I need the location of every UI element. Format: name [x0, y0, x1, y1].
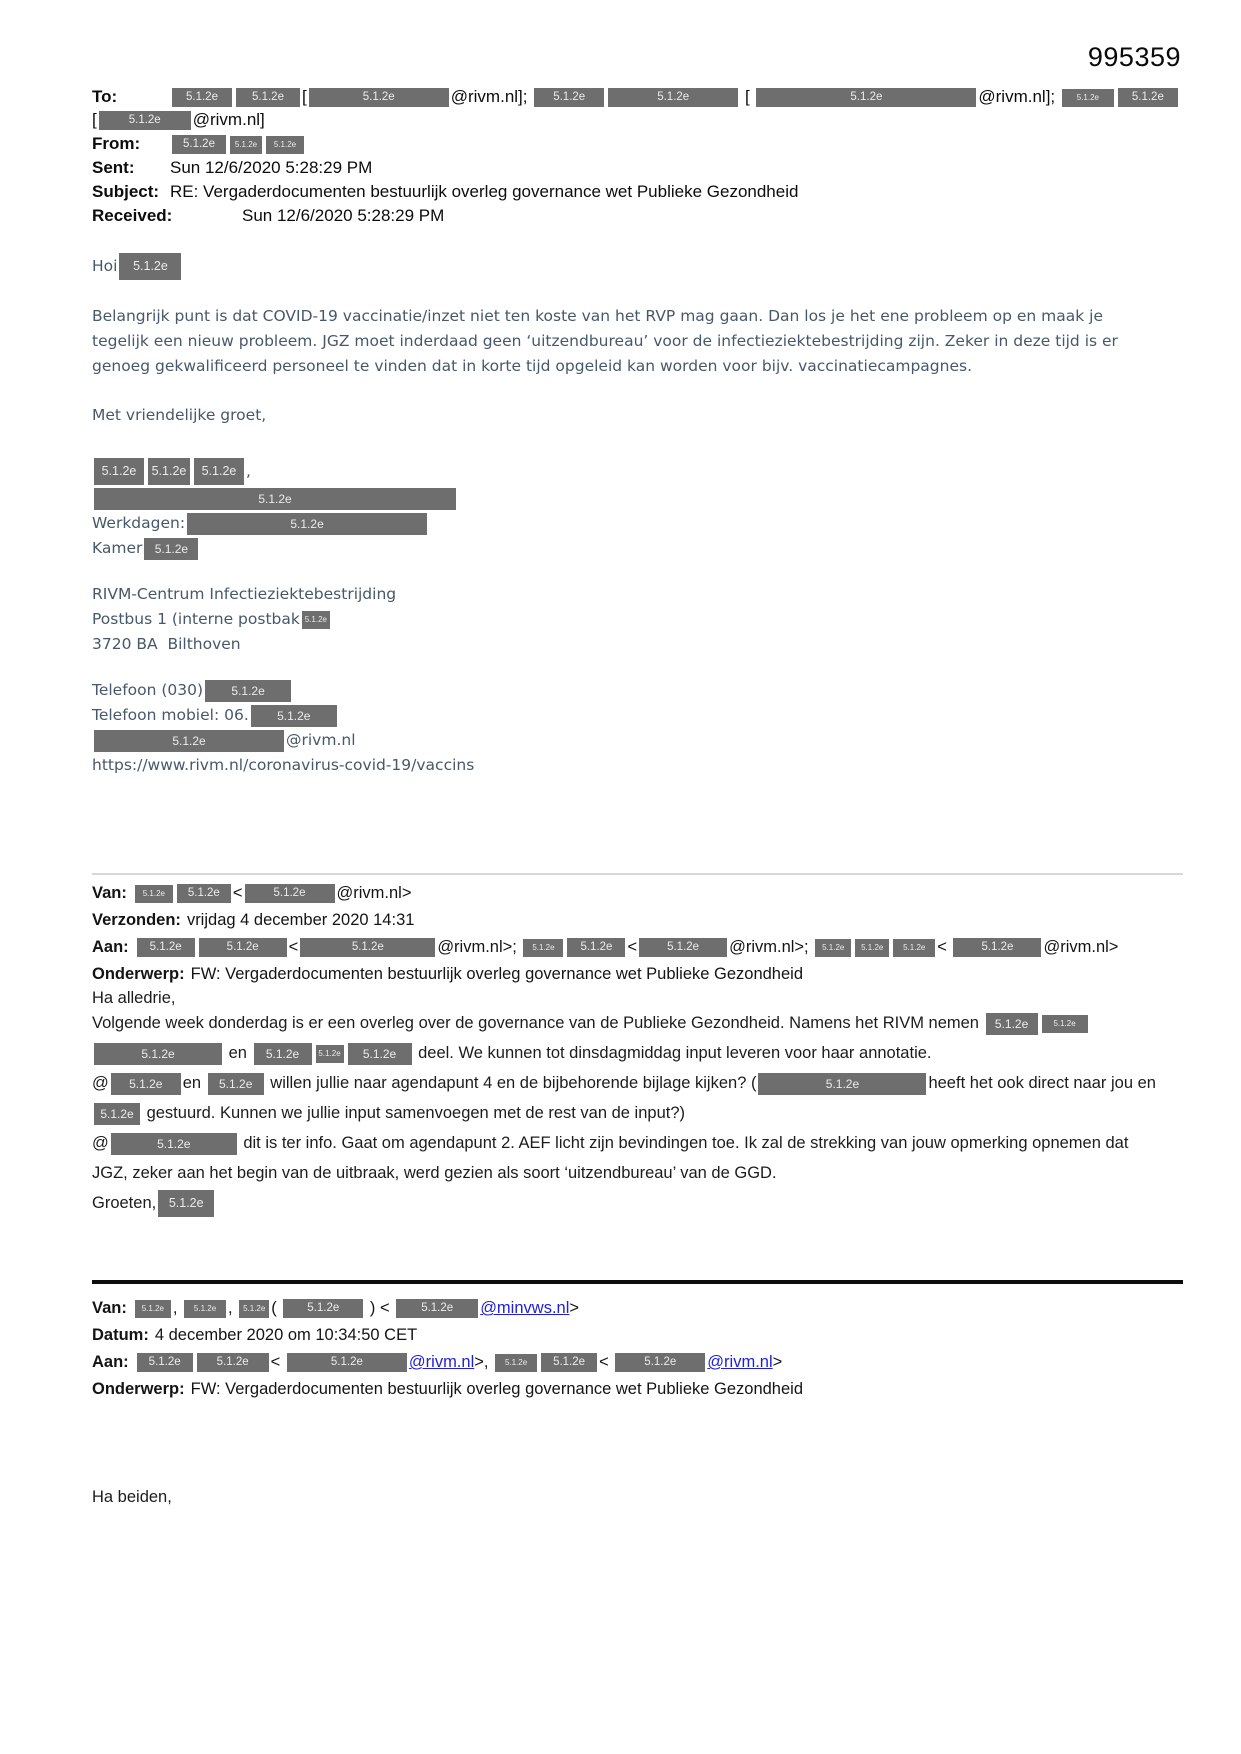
- text-segment: Groeten,: [92, 1194, 157, 1212]
- redaction-box: 5.1.2e: [245, 884, 335, 903]
- redaction-box: 5.1.2e: [953, 938, 1041, 957]
- email2-divider: [92, 873, 1183, 875]
- email3-datum-row: [92, 1323, 1183, 1348]
- subject-value: RE: Vergaderdocumenten bestuurlijk overleg governance wet Publieke Gezondheid: [170, 182, 799, 201]
- redaction-box: 5.1.2e: [94, 458, 144, 485]
- redaction-box: 5.1.2e: [236, 88, 300, 107]
- text-segment: [: [302, 87, 307, 106]
- text-segment: en: [182, 1074, 206, 1092]
- onderwerp-label: Onderwerp:: [92, 1380, 185, 1398]
- redaction-box: 5.1.2e: [254, 1043, 312, 1065]
- redaction-box: 5.1.2e: [230, 136, 262, 154]
- signature-city: 3720 BA Bilthoven: [92, 635, 241, 653]
- email3-greeting: Ha beiden,: [92, 1488, 172, 1506]
- email2-paragraph-3: [92, 1128, 1167, 1188]
- onderwerp-label: Onderwerp:: [92, 965, 185, 983]
- redaction-box: 5.1.2e: [608, 88, 738, 107]
- redaction-box: 5.1.2e: [855, 939, 889, 957]
- sent-label: Sent:: [92, 158, 135, 177]
- to-label: To:: [92, 87, 118, 106]
- text-segment: ,: [172, 1299, 183, 1317]
- text-segment: @rivm.nl>: [1043, 938, 1119, 956]
- text-segment: @rivm.nl>;: [729, 938, 814, 956]
- redaction-box: 5.1.2e: [111, 1133, 237, 1155]
- redaction-box: 5.1.2e: [893, 939, 935, 957]
- redaction-box: 5.1.2e: [534, 88, 604, 107]
- email1-subject-row: [92, 180, 1183, 203]
- redaction-box: 5.1.2e: [615, 1353, 705, 1372]
- signature-function-row: [92, 486, 1137, 510]
- received-value: Sun 12/6/2020 5:28:29 PM: [242, 206, 445, 225]
- redaction-box: 5.1.2e: [172, 88, 232, 107]
- email2-paragraph-1: [92, 1008, 1167, 1068]
- email1-to-row: [92, 85, 1183, 131]
- signature-werkdagen-row: [92, 511, 1137, 535]
- text-segment: @rivm.nl>;: [437, 938, 522, 956]
- text-segment: ) <: [365, 1299, 395, 1317]
- signature-mobile-row: [92, 703, 1137, 727]
- text-segment: @rivm.nl]: [192, 110, 265, 129]
- text-segment: @rivm.nl>: [336, 884, 412, 902]
- text-segment: heeft het ook direct naar jou en: [928, 1074, 1156, 1092]
- onderwerp-value: FW: Vergaderdocumenten bestuurlijk overleg governance wet Publieke Gezondheid: [190, 965, 804, 983]
- email2-verzonden-row: [92, 908, 1183, 933]
- redaction-box: 5.1.2e: [251, 705, 337, 727]
- redaction-box: 5.1.2e: [348, 1043, 412, 1065]
- redaction-box: 5.1.2e: [94, 1043, 222, 1065]
- text-segment: Hoi: [92, 257, 118, 275]
- text-segment: Werkdagen:: [92, 514, 186, 532]
- text-segment: @rivm.nl];: [978, 87, 1060, 106]
- text-segment: dit is ter info. Gaat om agendapunt 2. AEF licht zijn bevindingen toe. Ik zal de strekking van jouw opmerking opnemen dat JGZ, zeker aan het begin van de uitbraak, werd gezien als soort ‘uitzendbureau’ van de GGD.: [92, 1134, 1129, 1182]
- email3-van-row: [92, 1296, 1183, 1321]
- email2-van-row: [92, 881, 1183, 906]
- email1-header: [92, 85, 1183, 227]
- text-segment: >,: [474, 1353, 494, 1371]
- email2-closing: [92, 1188, 1167, 1218]
- redaction-box: 5.1.2e: [316, 1045, 344, 1063]
- email1-greeting: [92, 253, 1137, 280]
- text-segment: >: [772, 1353, 783, 1371]
- from-label: From:: [92, 134, 141, 153]
- text-segment: <: [937, 938, 952, 956]
- signature-phone-row: [92, 678, 1137, 702]
- email2-body: [92, 989, 1167, 1218]
- email2-greeting: Ha alledrie,: [92, 989, 176, 1007]
- email1-paragraph: Belangrijk punt is dat COVID-19 vaccinatie/inzet niet ten koste van het RVP mag gaan. Dan los je het ene probleem op en maak je tegelijk een nieuw probleem. JGZ moet inderdaad geen ‘uitzendbureau’ voor de infectieziektebestrijding zijn. Zeker in deze tijd is er genoeg gekwalificeerd personeel te vinden dat in korte tijd opgeleid kan worden voor bijv. vaccinatiecampagnes.: [92, 307, 1118, 375]
- text-segment: willen jullie naar agendapunt 4 en de bijbehorende bijlage kijken? (: [265, 1074, 757, 1092]
- redaction-box: 5.1.2e: [111, 1073, 181, 1095]
- redaction-box: 5.1.2e: [758, 1073, 926, 1095]
- redaction-box: 5.1.2e: [172, 135, 226, 154]
- email-domain-link[interactable]: @minvws.nl: [480, 1299, 570, 1317]
- redaction-box: 5.1.2e: [567, 938, 625, 957]
- email1-from-row: [92, 132, 1183, 155]
- redaction-box: 5.1.2e: [309, 88, 449, 107]
- aan-label: Aan:: [92, 938, 129, 956]
- redaction-box: 5.1.2e: [199, 938, 287, 957]
- redaction-box: 5.1.2e: [99, 111, 191, 130]
- email-domain-link[interactable]: @rivm.nl: [408, 1353, 475, 1371]
- text-segment: <: [232, 884, 243, 902]
- email2-aan-row: [92, 935, 1183, 960]
- email3-onderwerp-row: [92, 1377, 1183, 1402]
- redaction-box: 5.1.2e: [187, 513, 427, 535]
- redaction-box: 5.1.2e: [177, 884, 231, 903]
- email2-onderwerp-row: [92, 962, 1183, 987]
- redaction-box: 5.1.2e: [194, 458, 244, 485]
- text-segment: Telefoon mobiel: 06.: [92, 706, 249, 724]
- email1-body: [92, 253, 1137, 777]
- onderwerp-value: FW: Vergaderdocumenten bestuurlijk overleg governance wet Publieke Gezondheid: [190, 1380, 804, 1398]
- redaction-box: 5.1.2e: [197, 1353, 269, 1372]
- email1-closing: Met vriendelijke groet,: [92, 406, 267, 424]
- text-segment: <: [599, 1353, 614, 1371]
- redaction-box: 5.1.2e: [137, 1353, 193, 1372]
- redaction-box: 5.1.2e: [756, 88, 976, 107]
- verzonden-value: vrijdag 4 december 2020 14:31: [186, 911, 415, 929]
- redaction-box: 5.1.2e: [815, 939, 851, 957]
- datum-label: Datum:: [92, 1326, 149, 1344]
- signature-url: https://www.rivm.nl/coronavirus-covid-19/vaccins: [92, 756, 475, 774]
- signature-email-row: [92, 728, 1137, 752]
- email3-aan-row: [92, 1350, 1183, 1375]
- redaction-box: 5.1.2e: [184, 1300, 226, 1318]
- email3-divider: [92, 1280, 1183, 1284]
- redaction-box: 5.1.2e: [94, 488, 456, 510]
- redaction-box: 5.1.2e: [144, 538, 198, 560]
- text-segment: [: [740, 87, 755, 106]
- text-segment: <: [288, 938, 299, 956]
- text-segment: <: [627, 938, 638, 956]
- redaction-box: 5.1.2e: [283, 1299, 363, 1318]
- redaction-box: 5.1.2e: [266, 136, 304, 154]
- email1-signature: [92, 458, 1137, 777]
- sent-value: Sun 12/6/2020 5:28:29 PM: [170, 158, 373, 177]
- signature-kamer-row: [92, 536, 1137, 560]
- document-number: 995359: [1087, 42, 1181, 72]
- redaction-box: 5.1.2e: [639, 938, 727, 957]
- text-segment: Postbus 1 (interne postbak: [92, 610, 300, 628]
- redaction-box: 5.1.2e: [300, 938, 435, 957]
- text-segment: @rivm.nl];: [450, 87, 533, 106]
- text-segment: @: [92, 1074, 109, 1092]
- text-segment: (: [271, 1299, 282, 1317]
- text-segment: <: [270, 1353, 285, 1371]
- email1-sent-row: [92, 156, 1183, 179]
- redaction-box: 5.1.2e: [94, 730, 284, 752]
- redaction-box: 5.1.2e: [137, 938, 195, 957]
- redaction-box: 5.1.2e: [523, 939, 563, 957]
- redaction-box: 5.1.2e: [239, 1300, 269, 1318]
- redaction-box: 5.1.2e: [1042, 1015, 1088, 1033]
- redaction-box: 5.1.2e: [135, 1300, 171, 1318]
- redaction-box: 5.1.2e: [135, 885, 173, 903]
- redaction-box: 5.1.2e: [287, 1353, 407, 1372]
- text-segment: ,: [228, 1299, 238, 1317]
- redaction-box: 5.1.2e: [1062, 89, 1114, 107]
- text-segment: en: [224, 1044, 252, 1062]
- redaction-box: 5.1.2e: [986, 1013, 1038, 1035]
- verzonden-label: Verzonden:: [92, 911, 181, 929]
- redaction-box: 5.1.2e: [119, 253, 181, 280]
- email2-header: [92, 881, 1183, 987]
- email1-received-row: [92, 204, 1183, 227]
- text-segment: deel. We kunnen tot dinsdagmiddag input leveren voor haar annotatie.: [413, 1044, 932, 1062]
- text-segment: >: [569, 1299, 580, 1317]
- redaction-box: 5.1.2e: [495, 1354, 537, 1372]
- van-label: Van:: [92, 884, 127, 902]
- redaction-box: 5.1.2e: [148, 458, 190, 485]
- text-segment: @: [92, 1134, 109, 1152]
- redaction-box: 5.1.2e: [541, 1353, 597, 1372]
- text-segment: [: [92, 110, 97, 129]
- redaction-box: 5.1.2e: [1118, 88, 1178, 107]
- van-label: Van:: [92, 1299, 127, 1317]
- text-segment: Kamer: [92, 539, 143, 557]
- redaction-box: 5.1.2e: [396, 1299, 478, 1318]
- datum-value: 4 december 2020 om 10:34:50 CET: [154, 1326, 418, 1344]
- email2-paragraph-2: [92, 1068, 1167, 1128]
- redaction-box: 5.1.2e: [208, 1073, 264, 1095]
- email3-header: [92, 1296, 1183, 1402]
- email-domain-link[interactable]: @rivm.nl: [707, 1353, 773, 1371]
- signature-postbus-row: [92, 607, 1137, 631]
- aan-label: Aan:: [92, 1353, 129, 1371]
- text-segment: ,: [246, 462, 251, 480]
- text-segment: gestuurd. Kunnen we jullie input samenvoegen met de rest van de input?): [142, 1104, 686, 1122]
- text-segment: Volgende week donderdag is er een overleg over de governance van de Publieke Gezondheid. Namens het RIVM nemen: [92, 1014, 984, 1032]
- signature-name-row: [92, 458, 1137, 485]
- redaction-box: 5.1.2e: [94, 1103, 140, 1125]
- text-segment: Telefoon (030): [92, 681, 204, 699]
- text-segment: @rivm.nl: [286, 731, 356, 749]
- subject-label: Subject:: [92, 182, 160, 201]
- redaction-box: 5.1.2e: [205, 680, 291, 702]
- redaction-box: 5.1.2e: [302, 611, 330, 629]
- received-label: Received:: [92, 206, 173, 225]
- redaction-box: 5.1.2e: [158, 1190, 214, 1217]
- signature-organisation: RIVM-Centrum Infectieziektebestrijding: [92, 585, 397, 603]
